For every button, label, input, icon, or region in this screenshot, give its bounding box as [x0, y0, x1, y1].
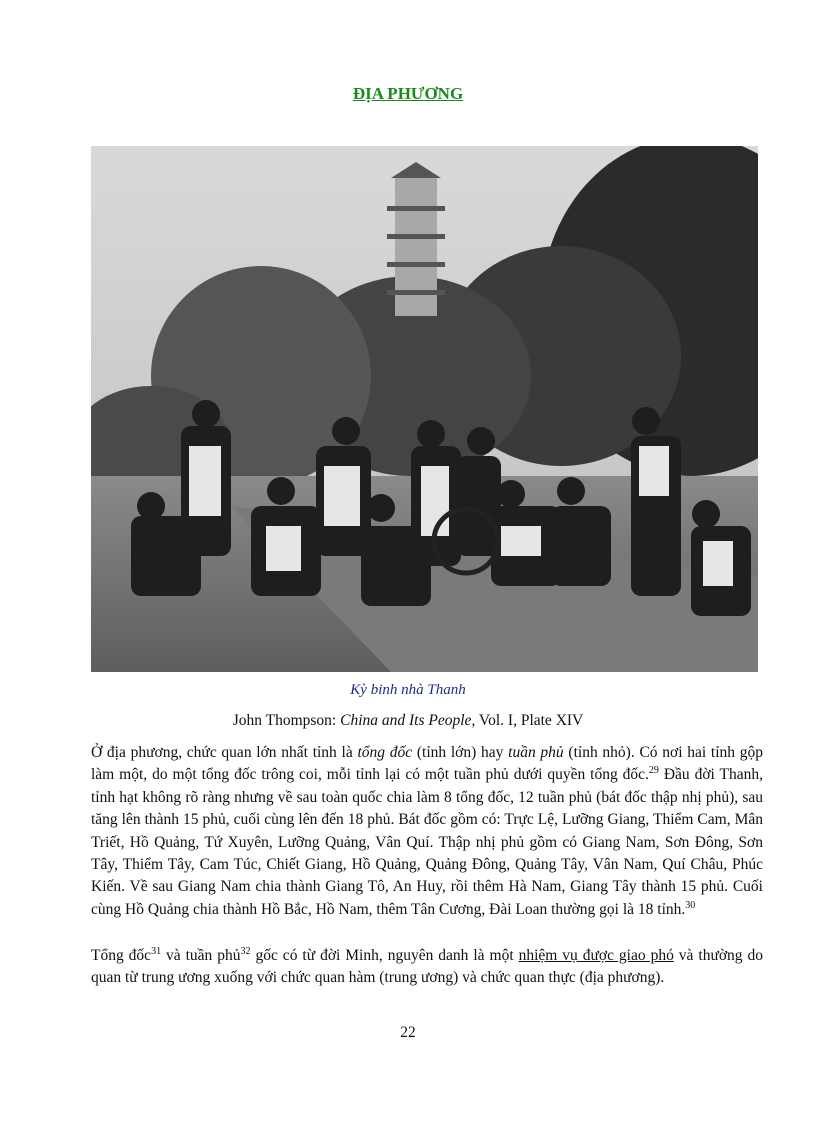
credit-book-title: China and Its People: [340, 712, 472, 729]
credit-volume: , Vol. I, Plate XIV: [471, 712, 584, 729]
photo-credit: [0, 712, 816, 730]
paragraph-1: [91, 742, 763, 921]
p1-text-f: Đầu đời Thanh, tỉnh hạt không rõ ràng nhưng về sau toàn quốc chia làm 8 tổng đốc, 12 tuần phủ (bát đốc thập nhị phủ), sau tăng lên thành 15 phủ, cuối cùng lên đến 18 phủ. Bát đốc gồm có: Trực Lệ, Lưỡng Giang, Thiểm Cam, Mân Triết, Hồ Quảng, Tứ Xuyên, Lưỡng Quảng, Vân Quí. Thập nhị phủ gồm có Giang Nam, Sơn Đông, Sơn Tây, Thiểm Tây, Cam Túc, Chiết Giang, Hồ Quảng, Quảng Đông, Quảng Tây, Vân Nam, Quí Châu, Phúc Kiến. Về sau Giang Nam chia thành Giang Tô, An Huy, rồi thêm Hà Nam, Giang Tây thành 15 phủ. Cuối cùng Hồ Quảng chia thành Hồ Bắc, Hồ Nam, thêm Tân Cương, Đài Loan thường gọi là 18 tỉnh.: [91, 766, 763, 918]
section-heading: ĐỊA PHƯƠNG: [352, 84, 464, 103]
term-tong-doc: tổng đốc: [357, 744, 413, 761]
footnote-ref-31[interactable]: 31: [151, 945, 162, 957]
term-tuan-phu: tuần phủ: [508, 744, 564, 761]
p2-text-e: và thường do quan từ trung ương xuống với chức quan hàm (trung ương) và chức quan thực (địa phương).: [91, 947, 764, 987]
footnote-ref-30[interactable]: 30: [685, 899, 696, 911]
page-number: 22: [400, 1024, 416, 1041]
p1-text-e: (tỉnh nhỏ). Có nơi hai tỉnh gộp làm một, do một tổng đốc trông coi, mỗi tỉnh lại có một tuần phủ dưới quyền tổng đốc.: [91, 744, 764, 784]
historical-photo: [91, 146, 758, 672]
p2-text-a: Tổng đốc: [91, 947, 152, 964]
footnote-ref-29[interactable]: 29: [648, 765, 659, 777]
p2-text-b: và tuần phủ: [161, 947, 241, 964]
footnote-ref-32[interactable]: 32: [240, 945, 251, 957]
qing-soldiers-photo-image: [91, 146, 758, 672]
credit-author: John Thompson:: [232, 712, 341, 729]
paragraph-2: [91, 945, 763, 990]
p2-text-c: gốc có từ đời Minh, nguyên danh là một: [250, 947, 519, 964]
underlined-phrase: nhiệm vụ được giao phó: [518, 947, 674, 964]
p1-text-a: Ở địa phương, chức quan lớn nhất tỉnh là: [91, 744, 358, 761]
photo-caption: Kỳ binh nhà Thanh: [350, 682, 466, 698]
p1-text-c: (tỉnh lớn) hay: [412, 744, 509, 761]
